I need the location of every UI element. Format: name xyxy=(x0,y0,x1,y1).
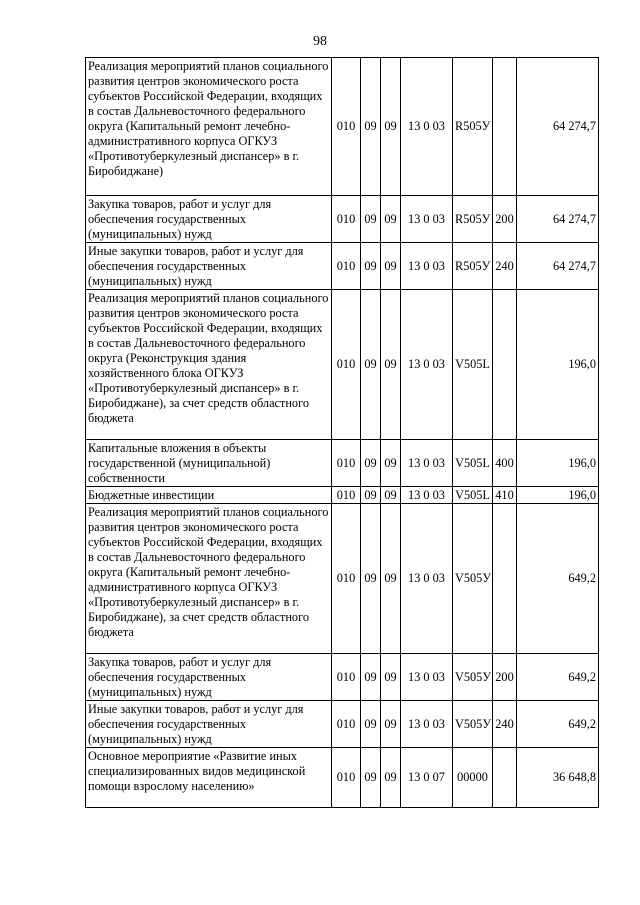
amount: 196,0 xyxy=(517,487,599,504)
amount: 64 274,7 xyxy=(517,196,599,243)
expense-type-code: 410 xyxy=(493,487,517,504)
expense-type-code: 400 xyxy=(493,440,517,487)
direction-code: R505У xyxy=(453,58,493,196)
expense-type-code: 200 xyxy=(493,654,517,701)
page-number: 98 xyxy=(313,34,327,49)
amount: 64 274,7 xyxy=(517,243,599,290)
direction-code: R505У xyxy=(453,243,493,290)
direction-code: V505У xyxy=(453,701,493,748)
amount: 649,2 xyxy=(517,504,599,654)
table-row xyxy=(86,58,599,196)
program-code: 13 0 03 xyxy=(401,440,453,487)
section-code: 09 xyxy=(361,487,381,504)
table-row xyxy=(86,290,599,440)
subsection-code: 09 xyxy=(381,504,401,654)
program-code: 13 0 03 xyxy=(401,196,453,243)
row-name: Реализация мероприятий планов социального развития центров экономического роста субъектов Российской Федерации, входящих в состав Дальневосточного федерального округа (Реконструкция здания хозяйственного блока ОГКУЗ «Противотуберкулезный диспансер» в г. Биробиджане), за счет средств областного бюджета xyxy=(86,290,332,440)
table-row xyxy=(86,196,599,243)
section-code: 09 xyxy=(361,654,381,701)
program-code: 13 0 03 xyxy=(401,58,453,196)
direction-code: 00000 xyxy=(453,748,493,808)
ministry-code: 010 xyxy=(332,243,361,290)
row-name: Иные закупки товаров, работ и услуг для обеспечения государственных (муниципальных) нужд xyxy=(86,701,332,748)
subsection-code: 09 xyxy=(381,243,401,290)
program-code: 13 0 03 xyxy=(401,290,453,440)
ministry-code: 010 xyxy=(332,654,361,701)
ministry-code: 010 xyxy=(332,748,361,808)
section-code: 09 xyxy=(361,243,381,290)
budget-table xyxy=(85,57,599,808)
amount: 649,2 xyxy=(517,701,599,748)
expense-type-code: 240 xyxy=(493,243,517,290)
direction-code: V505L xyxy=(453,440,493,487)
ministry-code: 010 xyxy=(332,701,361,748)
section-code: 09 xyxy=(361,504,381,654)
ministry-code: 010 xyxy=(332,290,361,440)
section-code: 09 xyxy=(361,440,381,487)
program-code: 13 0 03 xyxy=(401,654,453,701)
table-row xyxy=(86,654,599,701)
expense-type-code xyxy=(493,290,517,440)
row-name: Реализация мероприятий планов социального развития центров экономического роста субъектов Российской Федерации, входящих в состав Дальневосточного федерального округа (Капитальный ремонт лечебно-административного корпуса ОГКУЗ «Противотуберкулезный диспансер» в г. Биробиджане), за счет средств областного бюджета xyxy=(86,504,332,654)
ministry-code: 010 xyxy=(332,487,361,504)
amount: 196,0 xyxy=(517,440,599,487)
expense-type-code xyxy=(493,504,517,654)
direction-code: V505У xyxy=(453,504,493,654)
program-code: 13 0 03 xyxy=(401,243,453,290)
amount: 64 274,7 xyxy=(517,58,599,196)
amount: 36 648,8 xyxy=(517,748,599,808)
row-name: Иные закупки товаров, работ и услуг для обеспечения государственных (муниципальных) нужд xyxy=(86,243,332,290)
subsection-code: 09 xyxy=(381,440,401,487)
ministry-code: 010 xyxy=(332,504,361,654)
subsection-code: 09 xyxy=(381,654,401,701)
section-code: 09 xyxy=(361,290,381,440)
section-code: 09 xyxy=(361,748,381,808)
row-name: Реализация мероприятий планов социального развития центров экономического роста субъектов Российской Федерации, входящих в состав Дальневосточного федерального округа (Капитальный ремонт лечебно-административного корпуса ОГКУЗ «Противотуберкулезный диспансер» в г. Биробиджане) xyxy=(86,58,332,196)
table-row xyxy=(86,504,599,654)
subsection-code: 09 xyxy=(381,290,401,440)
section-code: 09 xyxy=(361,58,381,196)
subsection-code: 09 xyxy=(381,487,401,504)
ministry-code: 010 xyxy=(332,58,361,196)
table-row xyxy=(86,440,599,487)
subsection-code: 09 xyxy=(381,196,401,243)
program-code: 13 0 03 xyxy=(401,487,453,504)
section-code: 09 xyxy=(361,196,381,243)
expense-type-code: 200 xyxy=(493,196,517,243)
direction-code: V505L xyxy=(453,290,493,440)
program-code: 13 0 03 xyxy=(401,701,453,748)
row-name: Капитальные вложения в объекты государственной (муниципальной) собственности xyxy=(86,440,332,487)
program-code: 13 0 07 xyxy=(401,748,453,808)
table-row xyxy=(86,487,599,504)
subsection-code: 09 xyxy=(381,58,401,196)
table-row xyxy=(86,748,599,808)
section-code: 09 xyxy=(361,701,381,748)
direction-code: V505У xyxy=(453,654,493,701)
subsection-code: 09 xyxy=(381,701,401,748)
row-name: Основное мероприятие «Развитие иных специализированных видов медицинской помощи взрослому населению» xyxy=(86,748,332,808)
expense-type-code xyxy=(493,748,517,808)
row-name: Закупка товаров, работ и услуг для обеспечения государственных (муниципальных) нужд xyxy=(86,654,332,701)
ministry-code: 010 xyxy=(332,440,361,487)
subsection-code: 09 xyxy=(381,748,401,808)
amount: 649,2 xyxy=(517,654,599,701)
ministry-code: 010 xyxy=(332,196,361,243)
row-name: Закупка товаров, работ и услуг для обеспечения государственных (муниципальных) нужд xyxy=(86,196,332,243)
direction-code: R505У xyxy=(453,196,493,243)
expense-type-code: 240 xyxy=(493,701,517,748)
expense-type-code xyxy=(493,58,517,196)
program-code: 13 0 03 xyxy=(401,504,453,654)
direction-code: V505L xyxy=(453,487,493,504)
table-row xyxy=(86,701,599,748)
table-row xyxy=(86,243,599,290)
row-name: Бюджетные инвестиции xyxy=(86,487,332,504)
amount: 196,0 xyxy=(517,290,599,440)
